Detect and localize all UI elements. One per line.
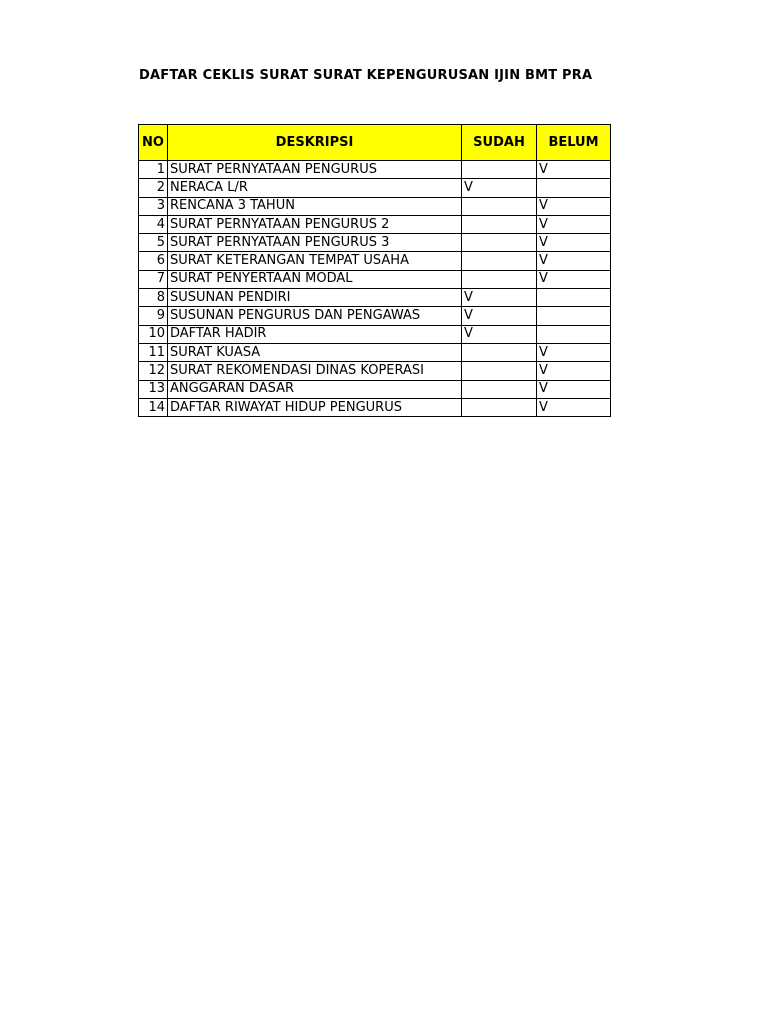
cell-belum: V	[537, 234, 611, 252]
cell-no: 10	[139, 325, 168, 343]
table-row	[139, 307, 611, 325]
cell-no: 5	[139, 234, 168, 252]
cell-sudah	[462, 215, 537, 233]
table-row	[139, 380, 611, 398]
cell-deskripsi: SURAT REKOMENDASI DINAS KOPERASI	[168, 362, 462, 380]
cell-no: 11	[139, 343, 168, 361]
cell-deskripsi: SURAT KUASA	[168, 343, 462, 361]
table-row	[139, 179, 611, 197]
cell-belum: V	[537, 380, 611, 398]
cell-belum: V	[537, 270, 611, 288]
table-header	[139, 125, 611, 161]
cell-deskripsi: SURAT PENYERTAAN MODAL	[168, 270, 462, 288]
page-title: DAFTAR CEKLIS SURAT SURAT KEPENGURUSAN IJIN BMT PRA	[139, 68, 593, 83]
table-row	[139, 343, 611, 361]
cell-belum: V	[537, 161, 611, 179]
cell-belum: V	[537, 362, 611, 380]
cell-deskripsi: ANGGARAN DASAR	[168, 380, 462, 398]
cell-deskripsi: SURAT KETERANGAN TEMPAT USAHA	[168, 252, 462, 270]
cell-no: 12	[139, 362, 168, 380]
table-body	[139, 161, 611, 417]
cell-no: 3	[139, 197, 168, 215]
cell-sudah: V	[462, 307, 537, 325]
cell-no: 2	[139, 179, 168, 197]
cell-deskripsi: RENCANA 3 TAHUN	[168, 197, 462, 215]
header-row	[139, 125, 611, 161]
cell-deskripsi: SUSUNAN PENGURUS DAN PENGAWAS	[168, 307, 462, 325]
cell-belum: V	[537, 252, 611, 270]
cell-sudah	[462, 362, 537, 380]
cell-deskripsi: SURAT PERNYATAAN PENGURUS 2	[168, 215, 462, 233]
cell-belum: V	[537, 197, 611, 215]
cell-sudah	[462, 398, 537, 416]
cell-belum: V	[537, 215, 611, 233]
cell-no: 14	[139, 398, 168, 416]
header-sudah: SUDAH	[462, 125, 537, 161]
cell-deskripsi: SUSUNAN PENDIRI	[168, 289, 462, 307]
cell-no: 9	[139, 307, 168, 325]
table-row	[139, 197, 611, 215]
cell-belum: V	[537, 398, 611, 416]
cell-sudah	[462, 197, 537, 215]
table-row	[139, 215, 611, 233]
table-row	[139, 161, 611, 179]
cell-sudah	[462, 343, 537, 361]
cell-sudah	[462, 270, 537, 288]
table-row	[139, 289, 611, 307]
cell-belum	[537, 289, 611, 307]
cell-no: 6	[139, 252, 168, 270]
table-row	[139, 270, 611, 288]
cell-no: 7	[139, 270, 168, 288]
cell-deskripsi: NERACA L/R	[168, 179, 462, 197]
cell-belum: V	[537, 343, 611, 361]
cell-deskripsi: DAFTAR RIWAYAT HIDUP PENGURUS	[168, 398, 462, 416]
cell-belum	[537, 179, 611, 197]
cell-deskripsi: SURAT PERNYATAAN PENGURUS 3	[168, 234, 462, 252]
table-row	[139, 362, 611, 380]
header-no: NO	[139, 125, 168, 161]
cell-no: 4	[139, 215, 168, 233]
cell-no: 8	[139, 289, 168, 307]
cell-sudah: V	[462, 179, 537, 197]
cell-sudah	[462, 252, 537, 270]
table-row	[139, 234, 611, 252]
cell-sudah: V	[462, 289, 537, 307]
cell-sudah	[462, 161, 537, 179]
cell-sudah	[462, 380, 537, 398]
cell-deskripsi: DAFTAR HADIR	[168, 325, 462, 343]
cell-no: 13	[139, 380, 168, 398]
header-deskripsi: DESKRIPSI	[168, 125, 462, 161]
cell-deskripsi: SURAT PERNYATAAN PENGURUS	[168, 161, 462, 179]
table-row	[139, 325, 611, 343]
cell-no: 1	[139, 161, 168, 179]
table-row	[139, 398, 611, 416]
table-row	[139, 252, 611, 270]
checklist-table	[138, 124, 611, 417]
cell-sudah: V	[462, 325, 537, 343]
header-belum: BELUM	[537, 125, 611, 161]
cell-belum	[537, 325, 611, 343]
cell-sudah	[462, 234, 537, 252]
cell-belum	[537, 307, 611, 325]
